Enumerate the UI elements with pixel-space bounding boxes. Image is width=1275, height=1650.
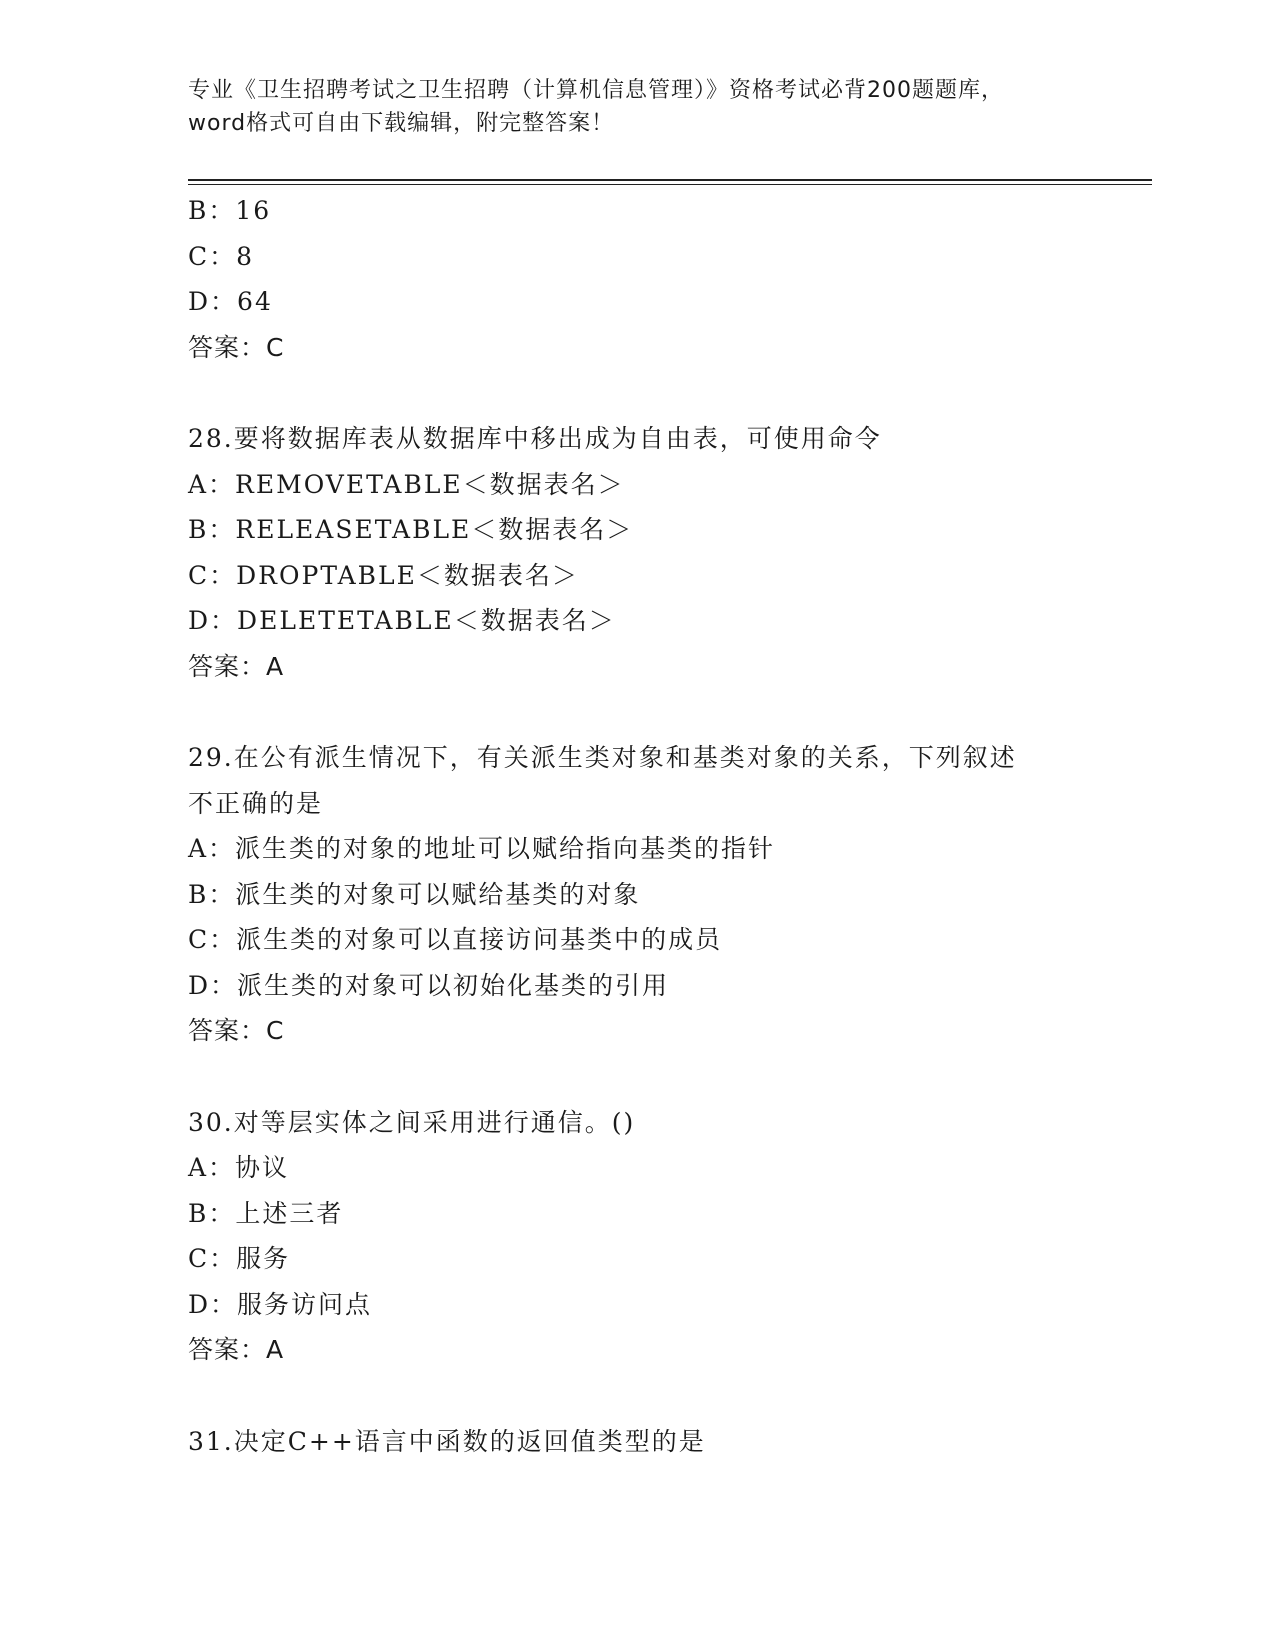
header-divider-thin [188,184,1152,185]
spacer [188,689,1152,735]
question-content [188,188,1152,1464]
q28-option-a: A：REMOVETABLE＜数据表名＞ [188,469,625,499]
question-27-block [188,188,1152,370]
q30-option-b: B：上述三者 [188,1198,344,1228]
q29-option-b: B：派生类的对象可以赋给基类的对象 [188,879,641,909]
q29-stem-line-2: 不正确的是 [188,788,324,818]
q30-option-c: C：服务 [188,1244,291,1273]
q28-stem: 28.要将数据库表从数据库中移出成为自由表，可使用命令 [188,424,882,453]
q29-stem-line-1: 29.在公有派生情况下，有关派生类对象和基类对象的关系，下列叙述 [188,743,1017,772]
q30-answer: 答案：A [188,1335,285,1364]
spacer [188,1054,1152,1100]
question-30-block [188,1100,1152,1373]
q29-option-c: C：派生类的对象可以直接访问基类中的成员 [188,925,723,954]
spacer [188,370,1152,416]
spacer [188,1373,1152,1419]
document-header [188,74,1088,140]
q28-option-c: C：DROPTABLE＜数据表名＞ [188,560,579,590]
q27-option-c: C：8 [188,241,255,271]
q29-answer: 答案：C [188,1016,285,1045]
q30-stem: 30.对等层实体之间采用进行通信。() [188,1107,636,1137]
q28-option-d: D：DELETETABLE＜数据表名＞ [188,606,616,635]
q27-answer: 答案：C [188,332,285,362]
q27-option-b: B：16 [188,196,272,225]
question-29-block [188,735,1152,1054]
header-line-2: word格式可自由下载编辑，附完整答案！ [188,111,615,136]
q30-option-a: A：协议 [188,1153,290,1182]
question-31-block [188,1419,1152,1465]
header-divider-thick [188,179,1152,181]
q27-option-d: D：64 [188,287,273,316]
question-28-block [188,416,1152,689]
q28-option-b: B：RELEASETABLE＜数据表名＞ [188,515,634,544]
q28-answer: 答案：A [188,651,285,681]
q29-option-a: A：派生类的对象的地址可以赋给指向基类的指针 [188,834,776,863]
q29-option-d: D：派生类的对象可以初始化基类的引用 [188,970,670,1000]
q30-option-d: D：服务访问点 [188,1289,373,1319]
q31-stem: 31.决定C++语言中函数的返回值类型的是 [188,1426,706,1456]
header-line-1: 专业《卫生招聘考试之卫生招聘（计算机信息管理）》资格考试必背200题题库， [188,78,1004,103]
